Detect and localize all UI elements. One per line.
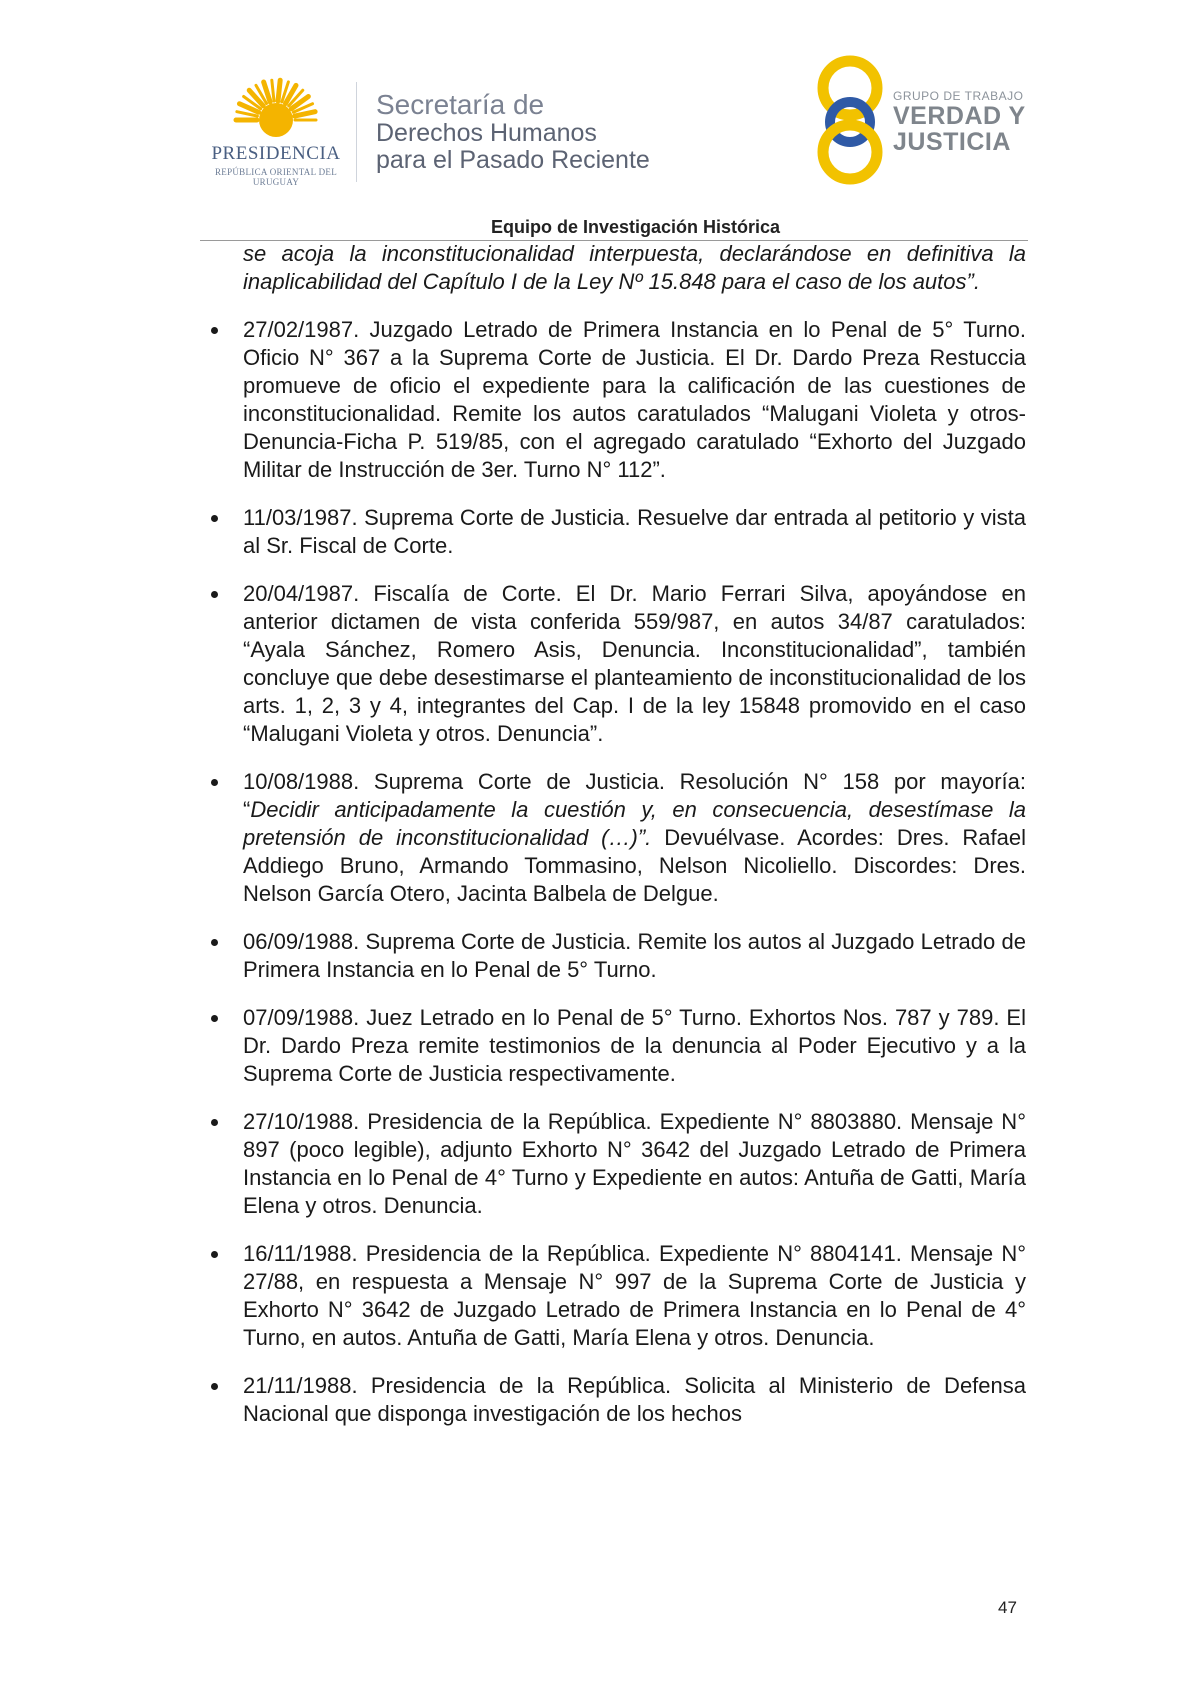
bullet-icon — [211, 515, 218, 522]
bullet-icon — [211, 591, 218, 598]
list-item — [243, 1108, 1026, 1220]
entry-text: 11/03/1987. Suprema Corte de Justicia. Resuelve dar entrada al petitorio y vista al Sr. Fiscal de Corte. — [243, 505, 1026, 558]
entry-text-post: Devuélvase. Acordes: Dres. Rafael Addiego Bruno, Armando Tommasino, Nelson Nicoliello. Discordes: Dres. Nelson García Otero, Jacinta Balbela de Delgue. — [243, 825, 1027, 906]
list-item — [243, 928, 1026, 984]
list-item — [243, 1240, 1026, 1352]
bullet-icon — [211, 1119, 218, 1126]
list-item — [243, 316, 1026, 484]
bullet-icon — [211, 1251, 218, 1258]
secretaria-line-1: Secretaría de — [376, 89, 545, 120]
entry-text: 21/11/1988. Presidencia de la República. Solicita al Ministerio de Defensa Nacional que disponga investigación de los hechos — [243, 1373, 1026, 1426]
verdad-justicia-logo — [815, 55, 1035, 185]
document-body — [243, 240, 1026, 1428]
header-title: Equipo de Investigación Histórica — [490, 217, 781, 237]
entry-text — [243, 768, 1026, 908]
intro-paragraph: se acoja la inconstitucionalidad interpuesta, declarándose en definitiva la inaplicabilidad del Capítulo I de la Ley Nº 15.848 para el caso de los autos”. — [243, 241, 1026, 294]
bullet-icon — [211, 1015, 218, 1022]
secretaria-line-3: para el Pasado Reciente — [376, 146, 650, 174]
bullet-icon — [211, 1383, 218, 1390]
entry-text: 07/09/1988. Juez Letrado en lo Penal de 5° Turno. Exhortos Nos. 787 y 789. El Dr. Dardo Preza remite testimonios de la denuncia al Poder Ejecutivo y a la Suprema Corte de Justicia respectivamente. — [243, 1005, 1026, 1086]
page-number: 47 — [998, 1598, 1017, 1617]
entry-text: 20/04/1987. Fiscalía de Corte. El Dr. Mario Ferrari Silva, apoyándose en anterior dictamen de vista conferida 559/987, en autos 34/87 caratulados: “Ayala Sánchez, Romero Asis, Denuncia. Inconstitucionalidad”, también concluye que debe desestimarse el planteamiento de inconstitucionalidad de los arts. 1, 2, 3 y 4, integrantes del Cap. I de la ley 15848 promovido en el caso “Malugani Violeta y otros. Denuncia”. — [243, 581, 1026, 746]
list-item — [243, 768, 1026, 908]
page-header — [0, 0, 1190, 240]
list-item — [243, 1372, 1026, 1428]
grupo-line-2: VERDAD Y — [893, 102, 1026, 130]
bullet-icon — [211, 327, 218, 334]
logo-divider — [356, 82, 357, 182]
list-item — [243, 504, 1026, 560]
entry-text-pre: 10/08/1988. Suprema Corte de Justicia. Resolución N° 158 por mayoría: “ — [243, 769, 1026, 822]
grupo-wordmark — [893, 89, 1026, 155]
entry-text: 06/09/1988. Suprema Corte de Justicia. Remite los autos al Juzgado Letrado de Primera Instancia en lo Penal de 5° Turno. — [243, 929, 1026, 982]
republica-wordmark: REPÚBLICA ORIENTAL DEL URUGUAY — [214, 167, 338, 187]
presidencia-logo — [196, 76, 356, 186]
bullet-icon — [211, 779, 218, 786]
entry-quote: Decidir anticipadamente la cuestión y, en consecuencia, desestímase la pretensión de inconstitucionalidad (…)”. — [243, 797, 1026, 850]
entry-text: 16/11/1988. Presidencia de la República. Expediente N° 8804141. Mensaje N° 27/88, en respuesta a Mensaje N° 997 de la Suprema Corte de Justicia y Exhorto N° 3642 de Juzgado Letrado de Primera Instancia en lo Penal de 4° Turno, en autos. Antuña de Gatti, María Elena y otros. Denuncia. — [243, 1241, 1026, 1350]
list-item — [243, 580, 1026, 748]
rings-emblem-icon — [815, 55, 885, 185]
secretaria-line-2: Derechos Humanos — [376, 119, 597, 147]
entry-text: 27/10/1988. Presidencia de la República. Expediente N° 8803880. Mensaje N° 897 (poco legible), adjunto Exhorto N° 3642 del Juzgado Letrado de Primera Instancia en lo Penal de 4° Turno y Expediente en autos: Antuña de Gatti, María Elena y otros. Denuncia. — [243, 1109, 1026, 1218]
grupo-line-3: JUSTICIA — [893, 128, 1011, 156]
list-item — [243, 1004, 1026, 1088]
bullet-icon — [211, 939, 218, 946]
grupo-line-1: GRUPO DE TRABAJO — [893, 89, 1024, 103]
secretaria-wordmark — [376, 90, 650, 174]
entry-list — [243, 316, 1026, 1428]
presidencia-wordmark: PRESIDENCIA — [211, 143, 341, 164]
entry-text: 27/02/1987. Juzgado Letrado de Primera Instancia en lo Penal de 5° Turno. Oficio N° 367 a la Suprema Corte de Justicia. El Dr. Dardo Preza Restuccia promueve de oficio el expediente para la calificación de las cuestiones de inconstitucionalidad. Remite los autos caratulados “Malugani Violeta y otros-Denuncia-Ficha P. 519/85, con el agregado caratulado “Exhorto del Juzgado Militar de Instrucción de 3er. Turno N° 112”. — [243, 317, 1026, 482]
